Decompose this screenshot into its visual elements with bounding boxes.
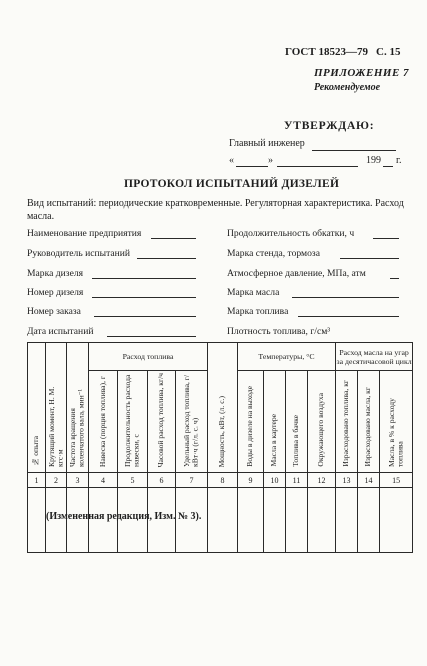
appendix-status: Рекомендуемое: [314, 82, 381, 93]
page-number: С. 15: [376, 46, 401, 58]
field-fuel-brand: Марка топлива: [227, 306, 289, 317]
field-runin-duration-line: [373, 238, 399, 239]
field-order-number-line: [94, 316, 196, 317]
amendment-note: (Измененная редакция, Изм. № 3).: [46, 511, 202, 522]
table-cell: [358, 488, 380, 553]
column-number: 8: [208, 473, 238, 488]
date-day-line: [236, 166, 268, 167]
field-engine-number-line: [92, 297, 196, 298]
field-engine-brand: Марка дизеля: [27, 268, 84, 279]
col-header-10: Масла в картере: [264, 371, 286, 473]
col-header-1: № опыта: [28, 343, 46, 473]
column-number: 10: [264, 473, 286, 488]
column-number: 9: [238, 473, 264, 488]
column-number: 3: [67, 473, 89, 488]
field-test-date: Дата испытаний: [27, 326, 94, 337]
table-cell: [336, 488, 358, 553]
field-test-lead: Руководитель испытаний: [27, 248, 131, 259]
approval-label: УТВЕРЖДАЮ:: [284, 120, 375, 132]
field-order-number: Номер заказа: [27, 306, 81, 317]
col-header-3: Частота вращения коленчатого вала, мин⁻¹: [67, 343, 89, 473]
protocol-title: ПРОТОКОЛ ИСПЫТАНИЙ ДИЗЕЛЕЙ: [124, 178, 340, 190]
column-number: 7: [176, 473, 208, 488]
field-company-line: [151, 238, 196, 239]
col-header-12: Окружающего воздуха: [308, 371, 336, 473]
column-number: 1: [28, 473, 46, 488]
year-suffix: г.: [396, 155, 402, 166]
col-header-5: Продолжительность расхода навески, с: [118, 371, 148, 473]
test-type: Вид испытаний: периодические кратковременные. Регуляторная характеристика. Расход масла.: [27, 198, 404, 222]
field-pressure-line: [390, 278, 399, 279]
column-number: 6: [148, 473, 176, 488]
table-cell: [380, 488, 413, 553]
year-line: [383, 166, 393, 167]
field-oil-brand-line: [292, 297, 399, 298]
field-oil-brand: Марка масла: [227, 287, 280, 298]
date-close-quote: »: [268, 155, 273, 166]
field-pressure: Атмосферное давление, МПа, атм: [227, 268, 366, 279]
column-number: 14: [358, 473, 380, 488]
table-cell: [308, 488, 336, 553]
column-number: 13: [336, 473, 358, 488]
table-cell: [238, 488, 264, 553]
column-number: 12: [308, 473, 336, 488]
date-open-quote: «: [229, 155, 234, 166]
col-header-11: Топлива в бачке: [286, 371, 308, 473]
field-engine-number: Номер дизеля: [27, 287, 84, 298]
column-number-row: [28, 473, 413, 488]
group-temp-header: Температуры, °С: [238, 343, 336, 371]
col-header-15: Масла, в % к расходу топлива: [380, 371, 413, 473]
column-number: 11: [286, 473, 308, 488]
standard-code: ГОСТ 18523—79: [285, 46, 368, 58]
col-header-6: Часовой расход топлива, кг/ч: [148, 371, 176, 473]
column-number: 4: [89, 473, 118, 488]
column-number: 5: [118, 473, 148, 488]
field-company: Наименование предприятия: [27, 228, 142, 239]
field-test-lead-line: [137, 258, 196, 259]
group-fuel-header: Расход топлива: [89, 343, 208, 371]
year-prefix: 199: [366, 155, 381, 166]
table-cell: [28, 488, 46, 553]
field-stand-brand-line: [340, 258, 399, 259]
chief-engineer-label: Главный инженер: [229, 138, 305, 149]
field-runin-duration: Продолжительность обкатки, ч: [227, 228, 355, 239]
col-header-14: Израсходовано масла, кг: [358, 371, 380, 473]
col-header-2: Крутящий момент, Н. М. кгс·м: [46, 343, 67, 473]
chief-engineer-line: [312, 150, 396, 151]
col-header-13: Израсходовано топлива, кг: [336, 371, 358, 473]
table-cell: [208, 488, 238, 553]
column-number: 15: [380, 473, 413, 488]
col-header-9: Воды в дизеле на выходе: [238, 371, 264, 473]
table-cell: [286, 488, 308, 553]
appendix-title: ПРИЛОЖЕНИЕ 7: [314, 67, 410, 79]
col-header-8: Мощность, кВт, (л. с.): [208, 343, 238, 473]
table-cell: [264, 488, 286, 553]
col-header-4: Навеска (порция топлива), г: [89, 371, 118, 473]
field-fuel-density: Плотность топлива, г/см³: [227, 326, 331, 337]
column-number: 2: [46, 473, 67, 488]
field-stand-brand: Марка стенда, тормоза: [227, 248, 320, 259]
field-engine-brand-line: [92, 278, 196, 279]
field-test-date-line: [107, 336, 196, 337]
field-fuel-brand-line: [298, 316, 399, 317]
date-month-line: [277, 166, 358, 167]
col-header-7: Удельный расход топлива, г/кВт·ч (г/л. с. ч): [176, 371, 208, 473]
group-oil-header: Расход масла на угар за десятичасовой цикл: [336, 343, 413, 371]
